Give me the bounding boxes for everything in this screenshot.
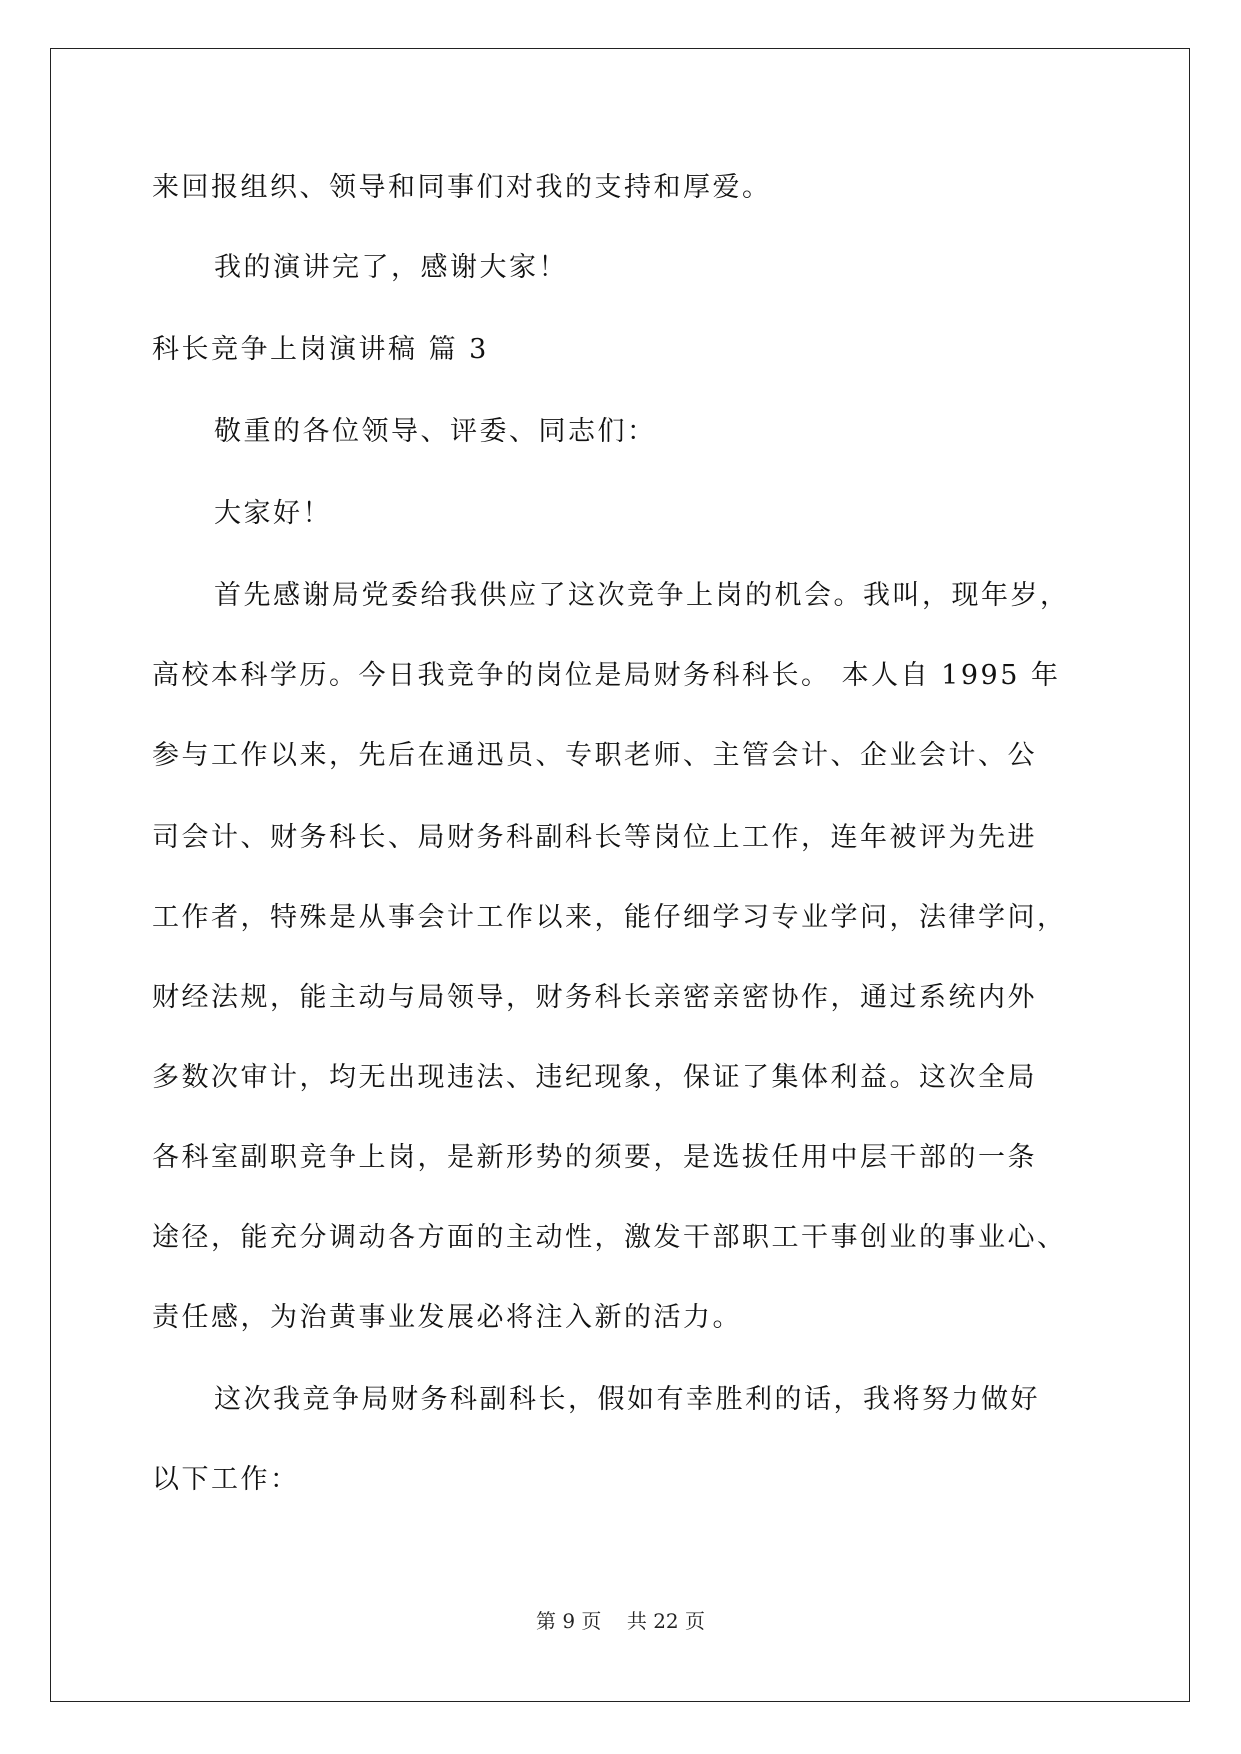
paragraph-line: 司会计、财务科长、局财务科副科长等岗位上工作，连年被评为先进 [152,822,1037,853]
paragraph-line: 工作者，特殊是从事会计工作以来，能仔细学习专业学问，法律学问， [152,902,1067,933]
paragraph-line: 途径，能充分调动各方面的主动性，激发干部职工干事创业的事业心、 [152,1222,1067,1253]
paragraph-line: 高校本科学历。今日我竞争的岗位是局财务科科长。 本人自 1995 年 [152,660,1061,691]
salutation: 敬重的各位领导、评委、同志们： [214,416,657,447]
paragraph-line: 以下工作： [152,1464,300,1495]
greeting: 大家好！ [214,498,332,529]
paragraph-line: 来回报组织、领导和同事们对我的支持和厚爱。 [152,172,772,203]
paragraph-line: 多数次审计，均无出现违法、违纪现象，保证了集体利益。这次全局 [152,1062,1037,1093]
paragraph-line: 各科室副职竞争上岗，是新形势的须要，是选拔任用中层干部的一条 [152,1142,1037,1173]
paragraph-line: 首先感谢局党委给我供应了这次竞争上岗的机会。我叫，现年岁， [214,580,1070,611]
paragraph-line: 这次我竞争局财务科副科长，假如有幸胜利的话，我将努力做好 [214,1384,1040,1415]
page-border [50,48,1190,1702]
paragraph-line: 我的演讲完了，感谢大家！ [214,252,568,283]
page-number-footer [0,1608,1241,1634]
paragraph-line: 财经法规，能主动与局领导，财务科长亲密亲密协作，通过系统内外 [152,982,1037,1013]
section-heading: 科长竞争上岗演讲稿 篇 3 [152,334,489,365]
page-number-label: 第 9 页 共 22 页 [535,1609,706,1633]
paragraph-line: 参与工作以来，先后在通迅员、专职老师、主管会计、企业会计、公 [152,740,1037,771]
paragraph-line: 责任感，为治黄事业发展必将注入新的活力。 [152,1302,742,1333]
